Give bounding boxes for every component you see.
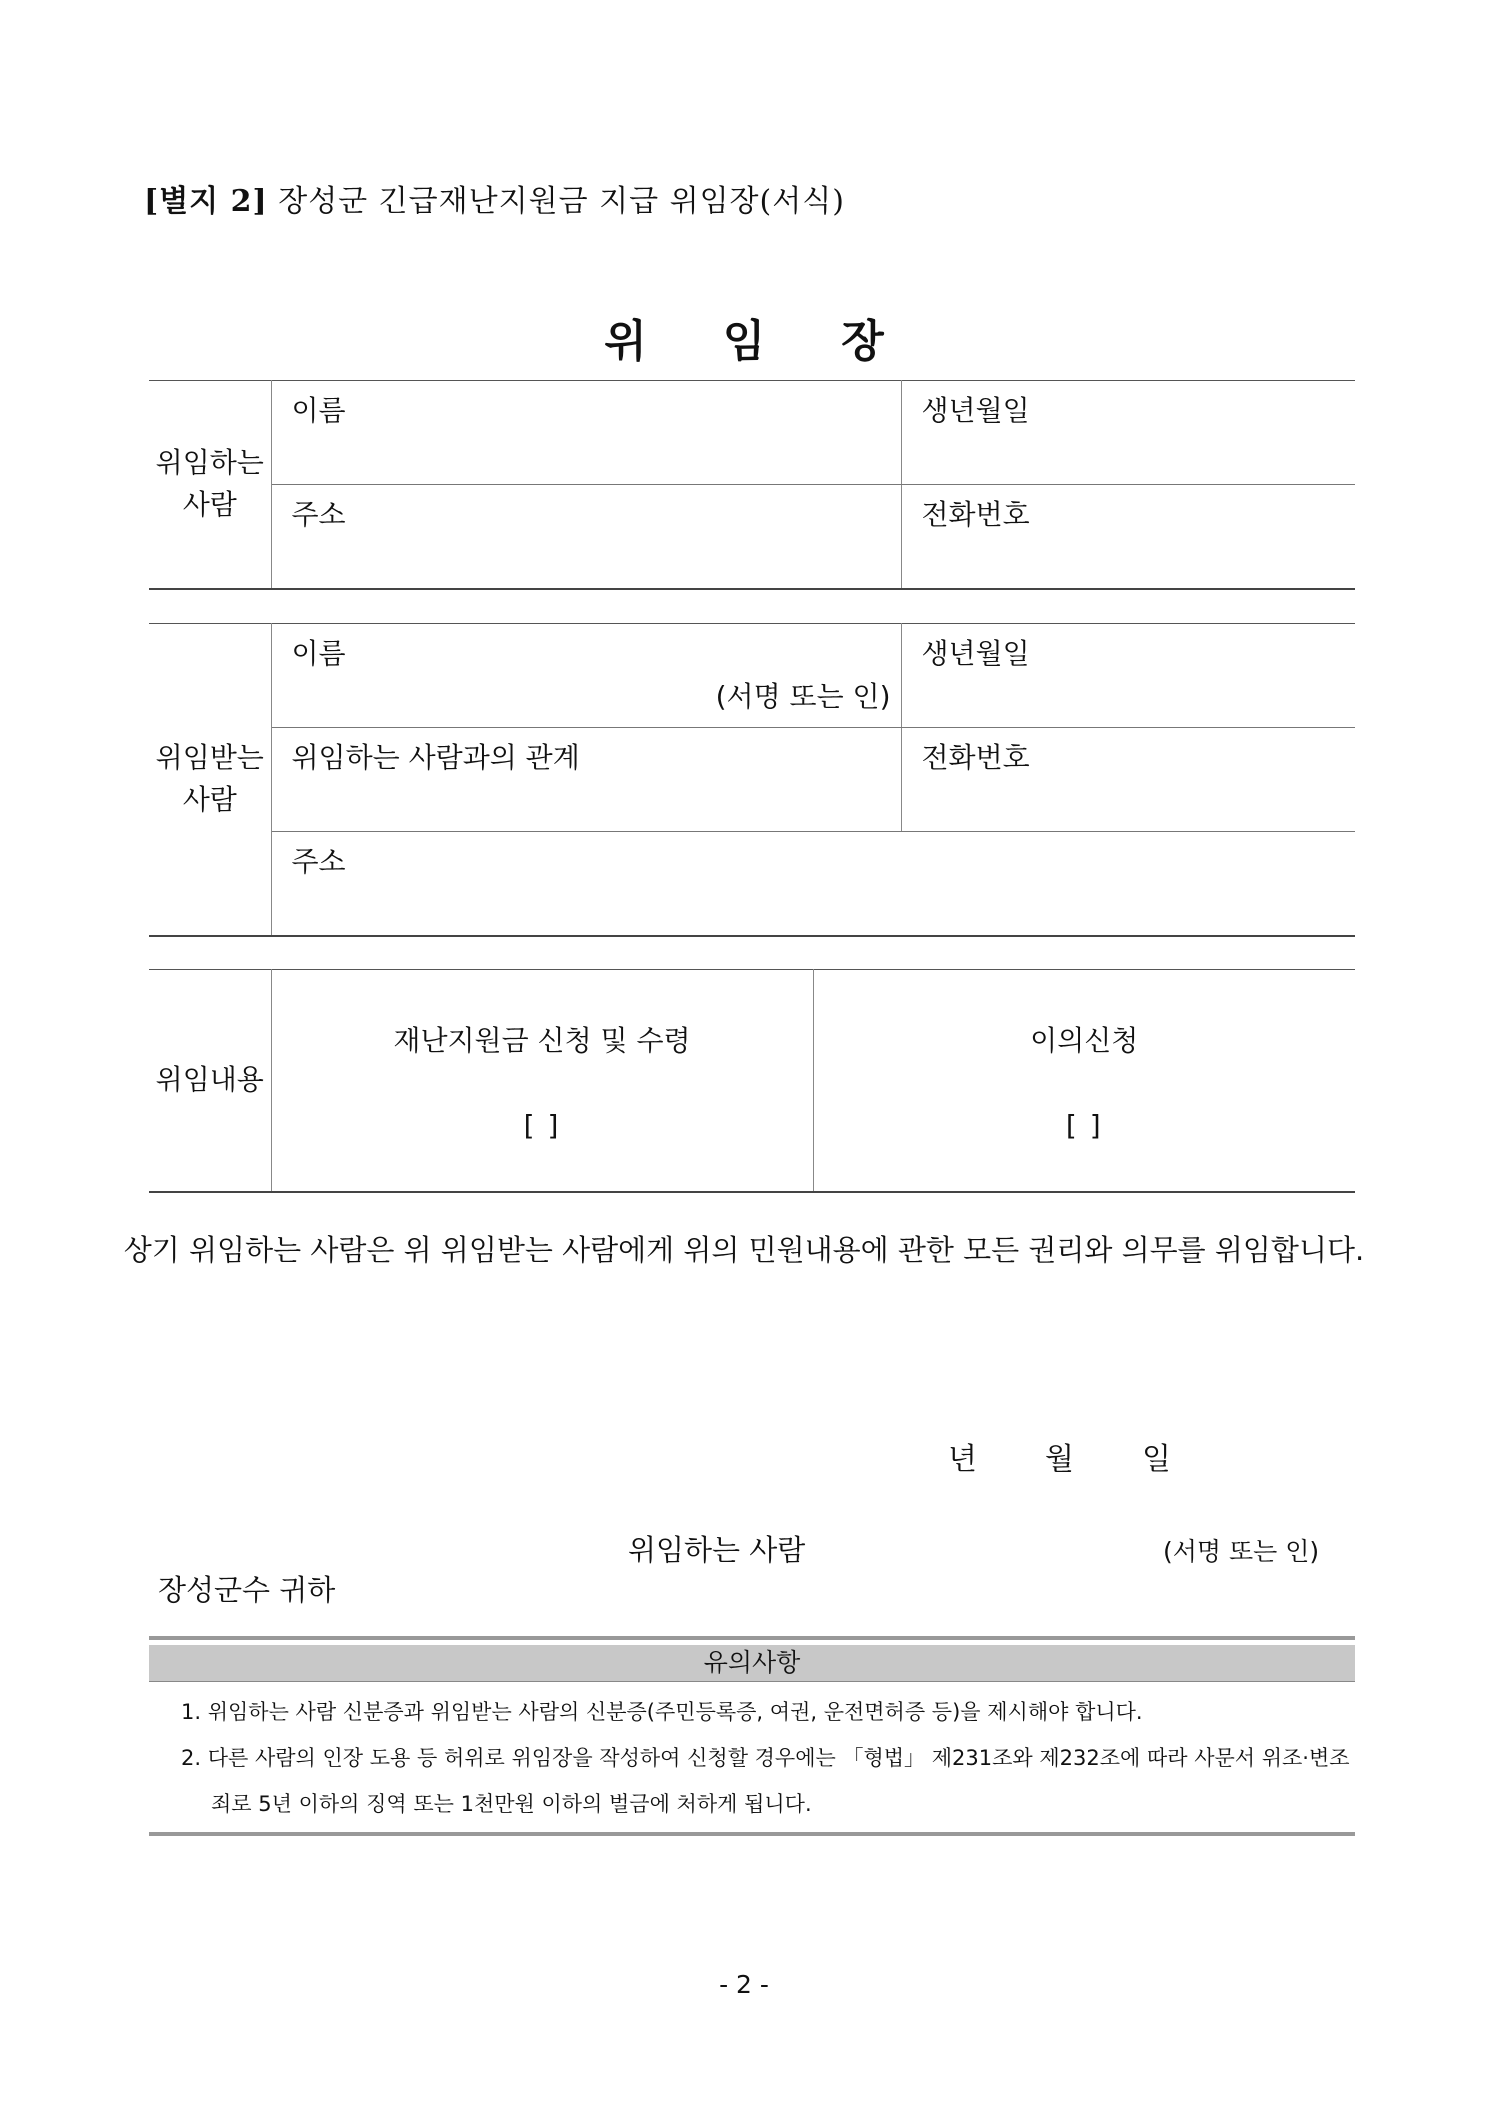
delegator-birth-field[interactable] <box>901 381 1355 485</box>
addressee: 장성군수 귀하 <box>158 1573 336 1607</box>
principal-signature-note: (서명 또는 인) <box>1163 1537 1320 1566</box>
date-day: 일 <box>1141 1442 1171 1477</box>
side-label-line: 위임받는 <box>155 741 264 775</box>
form-header-prefix: [별지 2] <box>144 184 268 219</box>
delegator-table <box>149 380 1355 590</box>
delegate-birth-field[interactable] <box>901 624 1355 728</box>
delegation-statement: 상기 위임하는 사람은 위 위임받는 사람에게 위의 민원내용에 관한 모든 권리와 의무를 위임합니다. <box>123 1233 1365 1267</box>
delegate-side-label <box>149 624 271 936</box>
title-char: 임 <box>722 316 766 367</box>
side-label-line: 사람 <box>182 783 237 817</box>
notice-top-rule <box>149 1636 1355 1640</box>
option-disaster-aid[interactable] <box>271 970 813 1192</box>
page-number: - 2 - <box>719 1970 769 1999</box>
notice-heading: 유의사항 <box>149 1645 1355 1682</box>
delegator-name-field[interactable] <box>271 381 901 485</box>
phone-label: 전화번호 <box>921 741 1030 774</box>
side-label-line: 사람 <box>182 488 237 522</box>
delegate-phone-field[interactable] <box>901 728 1355 832</box>
option-checkbox[interactable]: [ ] <box>1065 1108 1103 1142</box>
side-label-line: 위임하는 <box>155 446 264 480</box>
name-label: 이름 <box>291 637 346 670</box>
title-char: 위 <box>604 316 647 367</box>
delegate-name-field[interactable] <box>271 624 901 728</box>
date-line <box>948 1434 1239 1478</box>
notice-item: 2. 다른 사람의 인장 도용 등 허위로 위임장을 작성하여 신청할 경우에는 「형법」 제231조와 제232조에 따라 사문서 위조·변조 <box>181 1746 1350 1770</box>
delegation-content-table <box>149 969 1355 1193</box>
notice-item: 죄로 5년 이하의 징역 또는 1천만원 이하의 벌금에 처하게 됩니다. <box>211 1792 812 1816</box>
title-char: 장 <box>841 316 884 367</box>
option-checkbox[interactable]: [ ] <box>523 1108 561 1142</box>
name-label: 이름 <box>291 394 346 427</box>
form-header <box>144 176 845 220</box>
option-label: 재난지원금 신청 및 수령 <box>393 1023 691 1057</box>
principal-label: 위임하는 사람 <box>628 1533 806 1567</box>
delegator-address-field[interactable] <box>271 485 901 589</box>
address-label: 주소 <box>291 845 346 878</box>
page-title <box>0 305 1488 369</box>
delegate-address-field[interactable] <box>271 832 1355 936</box>
delegate-relation-field[interactable] <box>271 728 901 832</box>
notice-box <box>149 1636 1355 1836</box>
content-side-label: 위임내용 <box>149 970 271 1192</box>
birth-label: 생년월일 <box>921 637 1030 670</box>
notice-item: 1. 위임하는 사람 신분증과 위임받는 사람의 신분증(주민등록증, 여권, 운전면허증 등)을 제시해야 합니다. <box>181 1700 1143 1724</box>
delegator-side-label <box>149 381 271 589</box>
phone-label: 전화번호 <box>921 498 1030 531</box>
address-label: 주소 <box>291 498 346 531</box>
date-year: 년 <box>948 1442 977 1477</box>
date-month: 월 <box>1044 1442 1074 1477</box>
delegator-phone-field[interactable] <box>901 485 1355 589</box>
signature-note: (서명 또는 인) <box>715 680 891 713</box>
birth-label: 생년월일 <box>921 394 1030 427</box>
relation-label: 위임하는 사람과의 관계 <box>291 741 580 774</box>
form-header-text: 장성군 긴급재난지원금 지급 위임장(서식) <box>278 184 845 219</box>
option-label: 이의신청 <box>1030 1023 1139 1057</box>
notice-bottom-rule <box>149 1832 1355 1836</box>
option-objection[interactable] <box>813 970 1355 1192</box>
delegate-table <box>149 623 1355 937</box>
